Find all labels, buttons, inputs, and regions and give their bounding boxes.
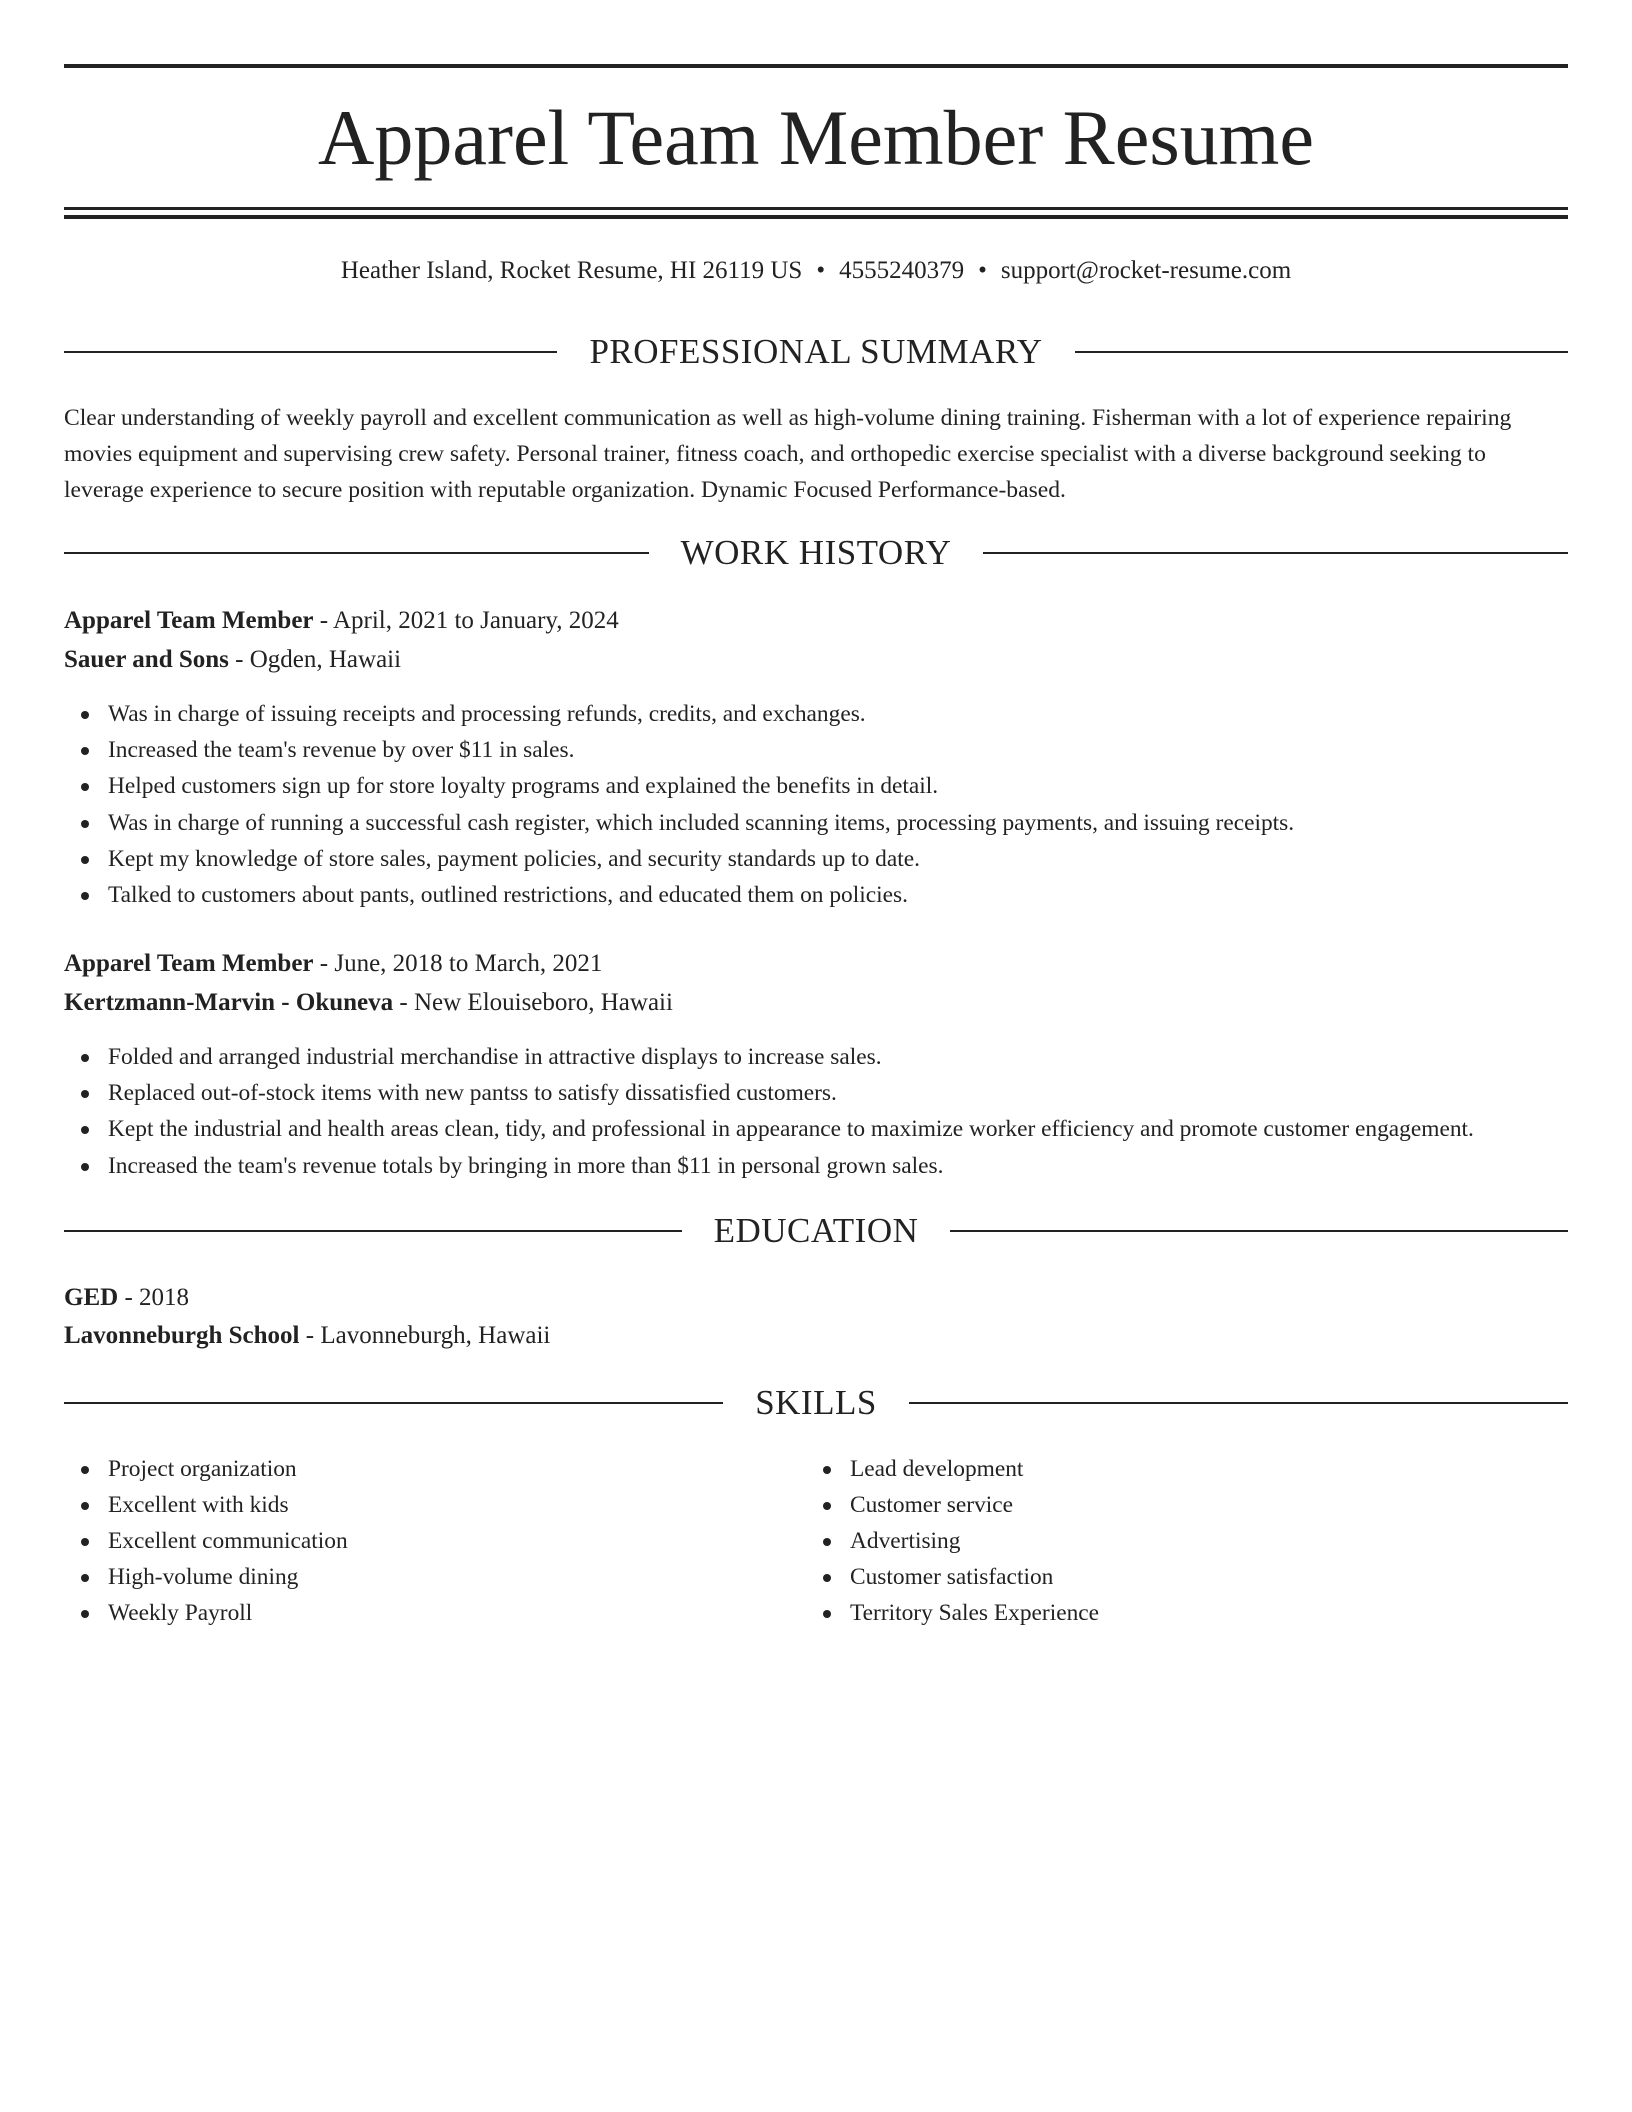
skill-item: Customer satisfaction [806, 1559, 1506, 1595]
job-1-bullets [64, 696, 1568, 913]
list-item: Talked to customers about pants, outlined restrictions, and educated them on policies. [64, 877, 1568, 913]
list-item: Helped customers sign up for store loyalty programs and explained the benefits in detail. [64, 768, 1568, 804]
job-2-location: - New Elouiseboro, Hawaii [393, 989, 673, 1016]
job-2-company-line [64, 986, 1568, 1020]
top-rule [64, 64, 1568, 68]
job-1-title-line [64, 604, 1568, 638]
job-1-company-line [64, 643, 1568, 677]
job-1-dates: - April, 2021 to January, 2024 [313, 607, 619, 634]
education-degree: GED [64, 1284, 119, 1311]
skills-heading-label: SKILLS [755, 1383, 877, 1422]
summary-section-heading [64, 330, 1568, 374]
education-location: - Lavonneburgh, Hawaii [299, 1322, 551, 1349]
education-degree-line [64, 1281, 1568, 1315]
job-1-company: Sauer and Sons [64, 646, 229, 673]
work-heading-label: WORK HISTORY [680, 533, 952, 572]
contact-separator: • [978, 257, 987, 284]
contact-email: support@rocket-resume.com [1000, 257, 1292, 284]
skill-item: High-volume dining [64, 1559, 764, 1595]
skills-left-column [64, 1451, 764, 1631]
heading-rule-left [64, 351, 557, 353]
skill-item: Project organization [64, 1451, 764, 1487]
skill-item: Excellent with kids [64, 1487, 764, 1523]
list-item: Folded and arranged industrial merchandise in attractive displays to increase sales. [64, 1039, 1568, 1075]
heading-rule-left [64, 1402, 723, 1404]
education-school-line [64, 1319, 1568, 1353]
heading-rule-right [1075, 351, 1568, 353]
skill-item: Advertising [806, 1523, 1506, 1559]
contact-address: Heather Island, Rocket Resume, HI 26119 US [340, 257, 803, 284]
summary-text: Clear understanding of weekly payroll and excellent communication as well as high-volume dining training. Fisherman with a lot of experience repairing movies equipment and supervising crew safety. Personal trainer, fitness coach, and orthopedic exercise specialist with a diverse background seeking to leverage experience to secure position with reputable organization. Dynamic Focused Performance-based. [64, 405, 1512, 503]
title-double-rule-upper [64, 207, 1568, 210]
title-double-rule-lower [64, 215, 1568, 219]
job-1-title: Apparel Team Member [64, 607, 314, 634]
heading-rule-right [950, 1230, 1568, 1232]
education-year: - 2018 [118, 1284, 190, 1311]
education-school: Lavonneburgh School [64, 1322, 300, 1349]
list-item: Increased the team's revenue by over $11 in sales. [64, 732, 1568, 768]
job-2-title-line [64, 947, 1568, 981]
skill-item: Lead development [806, 1451, 1506, 1487]
heading-rule-right [983, 552, 1568, 554]
skills-section-heading [64, 1381, 1568, 1425]
skills-right-column [806, 1451, 1506, 1631]
resume-title: Apparel Team Member Resume [318, 94, 1314, 181]
contact-separator: • [816, 257, 826, 284]
summary-heading-label: PROFESSIONAL SUMMARY [589, 332, 1043, 371]
skill-item: Territory Sales Experience [806, 1595, 1506, 1631]
list-item: Was in charge of running a successful cash register, which included scanning items, processing payments, and issuing receipts. [64, 805, 1568, 841]
list-item: Kept my knowledge of store sales, payment policies, and security standards up to date. [64, 841, 1568, 877]
education-heading-label: EDUCATION [713, 1211, 919, 1250]
job-2-company: Kertzmann-Marvin - Okuneva [64, 989, 394, 1016]
work-section-heading [64, 531, 1568, 575]
list-item: Increased the team's revenue totals by bringing in more than $11 in personal grown sales. [64, 1148, 1568, 1184]
heading-rule-right [909, 1402, 1568, 1404]
heading-rule-left [64, 1230, 682, 1232]
list-item: Replaced out-of-stock items with new pantss to satisfy dissatisfied customers. [64, 1075, 1568, 1111]
heading-rule-left [64, 552, 649, 554]
skill-item: Excellent communication [64, 1523, 764, 1559]
job-2-dates: - June, 2018 to March, 2021 [313, 950, 603, 977]
skill-item: Weekly Payroll [64, 1595, 764, 1631]
list-item: Was in charge of issuing receipts and processing refunds, credits, and exchanges. [64, 696, 1568, 732]
list-item: Kept the industrial and health areas clean, tidy, and professional in appearance to maximize worker efficiency and promote customer engagement. [64, 1111, 1568, 1147]
job-1-location: - Ogden, Hawaii [228, 646, 402, 673]
education-section-heading [64, 1209, 1568, 1253]
job-2-bullets [64, 1039, 1568, 1184]
contact-phone: 4555240379 [839, 257, 965, 284]
skill-item: Customer service [806, 1487, 1506, 1523]
job-2-title: Apparel Team Member [64, 950, 314, 977]
contact-line [64, 254, 1568, 288]
